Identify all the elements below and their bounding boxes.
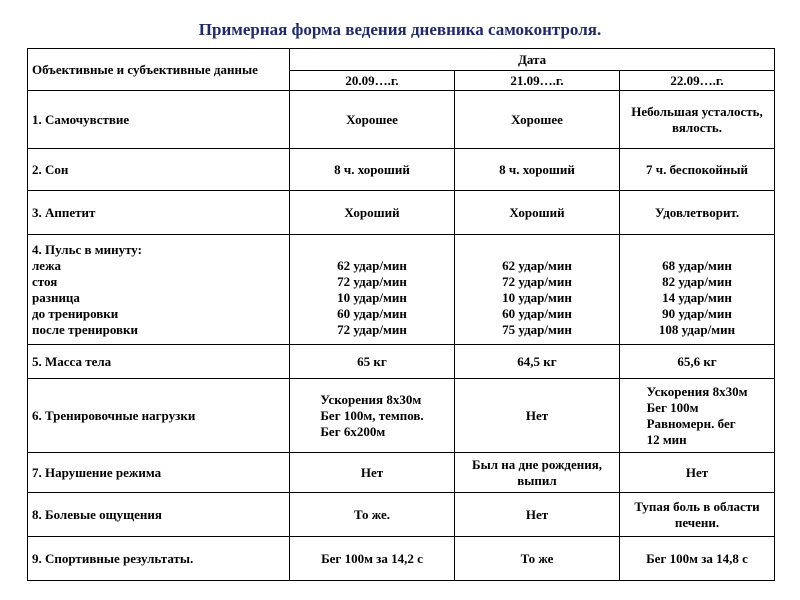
row-value: Нет bbox=[455, 493, 620, 537]
self-control-diary-table bbox=[27, 48, 775, 581]
row-value: Бег 100м за 14,2 с bbox=[290, 537, 455, 581]
row-value: 8 ч. хороший bbox=[455, 149, 620, 191]
row-value bbox=[455, 235, 620, 345]
training-load-line: Бег 100м, темпов. bbox=[320, 407, 424, 423]
row-value bbox=[290, 235, 455, 345]
row-label: 9. Спортивные результаты. bbox=[28, 537, 290, 581]
training-load-line: Бег 100м bbox=[646, 399, 699, 415]
header-row bbox=[28, 49, 775, 71]
header-date-1: 20.09….г. bbox=[290, 71, 455, 91]
pulse-value: 14 удар/мин bbox=[662, 289, 732, 305]
pulse-value: 108 удар/мин bbox=[658, 321, 736, 337]
row-label: 8. Болевые ощущения bbox=[28, 493, 290, 537]
table-row bbox=[28, 191, 775, 235]
training-load-line: 12 мин bbox=[646, 431, 687, 447]
header-date-2: 21.09….г. bbox=[455, 71, 620, 91]
pulse-value: 68 удар/мин bbox=[662, 257, 732, 273]
row-value: Нет bbox=[620, 453, 775, 493]
table-row bbox=[28, 493, 775, 537]
row-value: Хорошее bbox=[290, 91, 455, 149]
pulse-lying-label: лежа bbox=[32, 257, 61, 273]
pulse-label: 4. Пульс в минуту: bbox=[32, 241, 142, 257]
row-value: 65,6 кг bbox=[620, 345, 775, 379]
pulse-value: 82 удар/мин bbox=[662, 273, 732, 289]
training-load-line: Ускорения 8х30м bbox=[320, 391, 422, 407]
row-value: 8 ч. хороший bbox=[290, 149, 455, 191]
row-label: 2. Сон bbox=[28, 149, 290, 191]
row-label: 1. Самочувствие bbox=[28, 91, 290, 149]
pulse-value: 60 удар/мин bbox=[337, 305, 407, 321]
training-load-line: Бег 6х200м bbox=[320, 423, 386, 439]
row-label: 5. Масса тела bbox=[28, 345, 290, 379]
row-value bbox=[620, 235, 775, 345]
row-label bbox=[28, 235, 290, 345]
row-value bbox=[620, 379, 775, 453]
pulse-value: 90 удар/мин bbox=[662, 305, 732, 321]
pulse-value: 62 удар/мин bbox=[337, 257, 407, 273]
training-load-line: Ускорения 8х30м bbox=[646, 383, 748, 399]
row-label: 3. Аппетит bbox=[28, 191, 290, 235]
row-value: Нет bbox=[290, 453, 455, 493]
pulse-value: 62 удар/мин bbox=[502, 257, 572, 273]
row-value: То же. bbox=[290, 493, 455, 537]
table-row bbox=[28, 149, 775, 191]
row-value: Бег 100м за 14,8 с bbox=[620, 537, 775, 581]
header-data-column: Объективные и субъективные данные bbox=[28, 49, 290, 91]
row-value: Хорошее bbox=[455, 91, 620, 149]
pulse-value: 72 удар/мин bbox=[337, 321, 407, 337]
row-value: Хороший bbox=[455, 191, 620, 235]
pulse-before-training-label: до тренировки bbox=[32, 305, 119, 321]
table-row bbox=[28, 345, 775, 379]
row-value: Небольшая усталость, вялость. bbox=[620, 91, 775, 149]
pulse-standing-label: стоя bbox=[32, 273, 58, 289]
pulse-difference-label: разница bbox=[32, 289, 80, 305]
pulse-value: 75 удар/мин bbox=[502, 321, 572, 337]
header-date-label: Дата bbox=[290, 49, 775, 71]
pulse-value: 60 удар/мин bbox=[502, 305, 572, 321]
pulse-value: 72 удар/мин bbox=[337, 273, 407, 289]
table-row bbox=[28, 91, 775, 149]
row-value: 65 кг bbox=[290, 345, 455, 379]
row-value: 7 ч. беспокойный bbox=[620, 149, 775, 191]
table-row bbox=[28, 235, 775, 345]
row-value: Тупая боль в области печени. bbox=[620, 493, 775, 537]
row-value: 64,5 кг bbox=[455, 345, 620, 379]
training-load-line: Равномерн. бег bbox=[646, 415, 736, 431]
table-row bbox=[28, 379, 775, 453]
page-title: Примерная форма ведения дневника самоконтроля. bbox=[198, 20, 602, 39]
row-value: То же bbox=[455, 537, 620, 581]
row-label: 6. Тренировочные нагрузки bbox=[28, 379, 290, 453]
table-row bbox=[28, 453, 775, 493]
row-value: Был на дне рождения, выпил bbox=[455, 453, 620, 493]
header-date-3: 22.09….г. bbox=[620, 71, 775, 91]
pulse-after-training-label: после тренировки bbox=[32, 321, 139, 337]
row-value: Нет bbox=[455, 379, 620, 453]
table-row bbox=[28, 537, 775, 581]
pulse-value: 10 удар/мин bbox=[502, 289, 572, 305]
pulse-value: 10 удар/мин bbox=[337, 289, 407, 305]
row-value: Хороший bbox=[290, 191, 455, 235]
pulse-value: 72 удар/мин bbox=[502, 273, 572, 289]
row-label: 7. Нарушение режима bbox=[28, 453, 290, 493]
row-value bbox=[290, 379, 455, 453]
row-value: Удовлетворит. bbox=[620, 191, 775, 235]
